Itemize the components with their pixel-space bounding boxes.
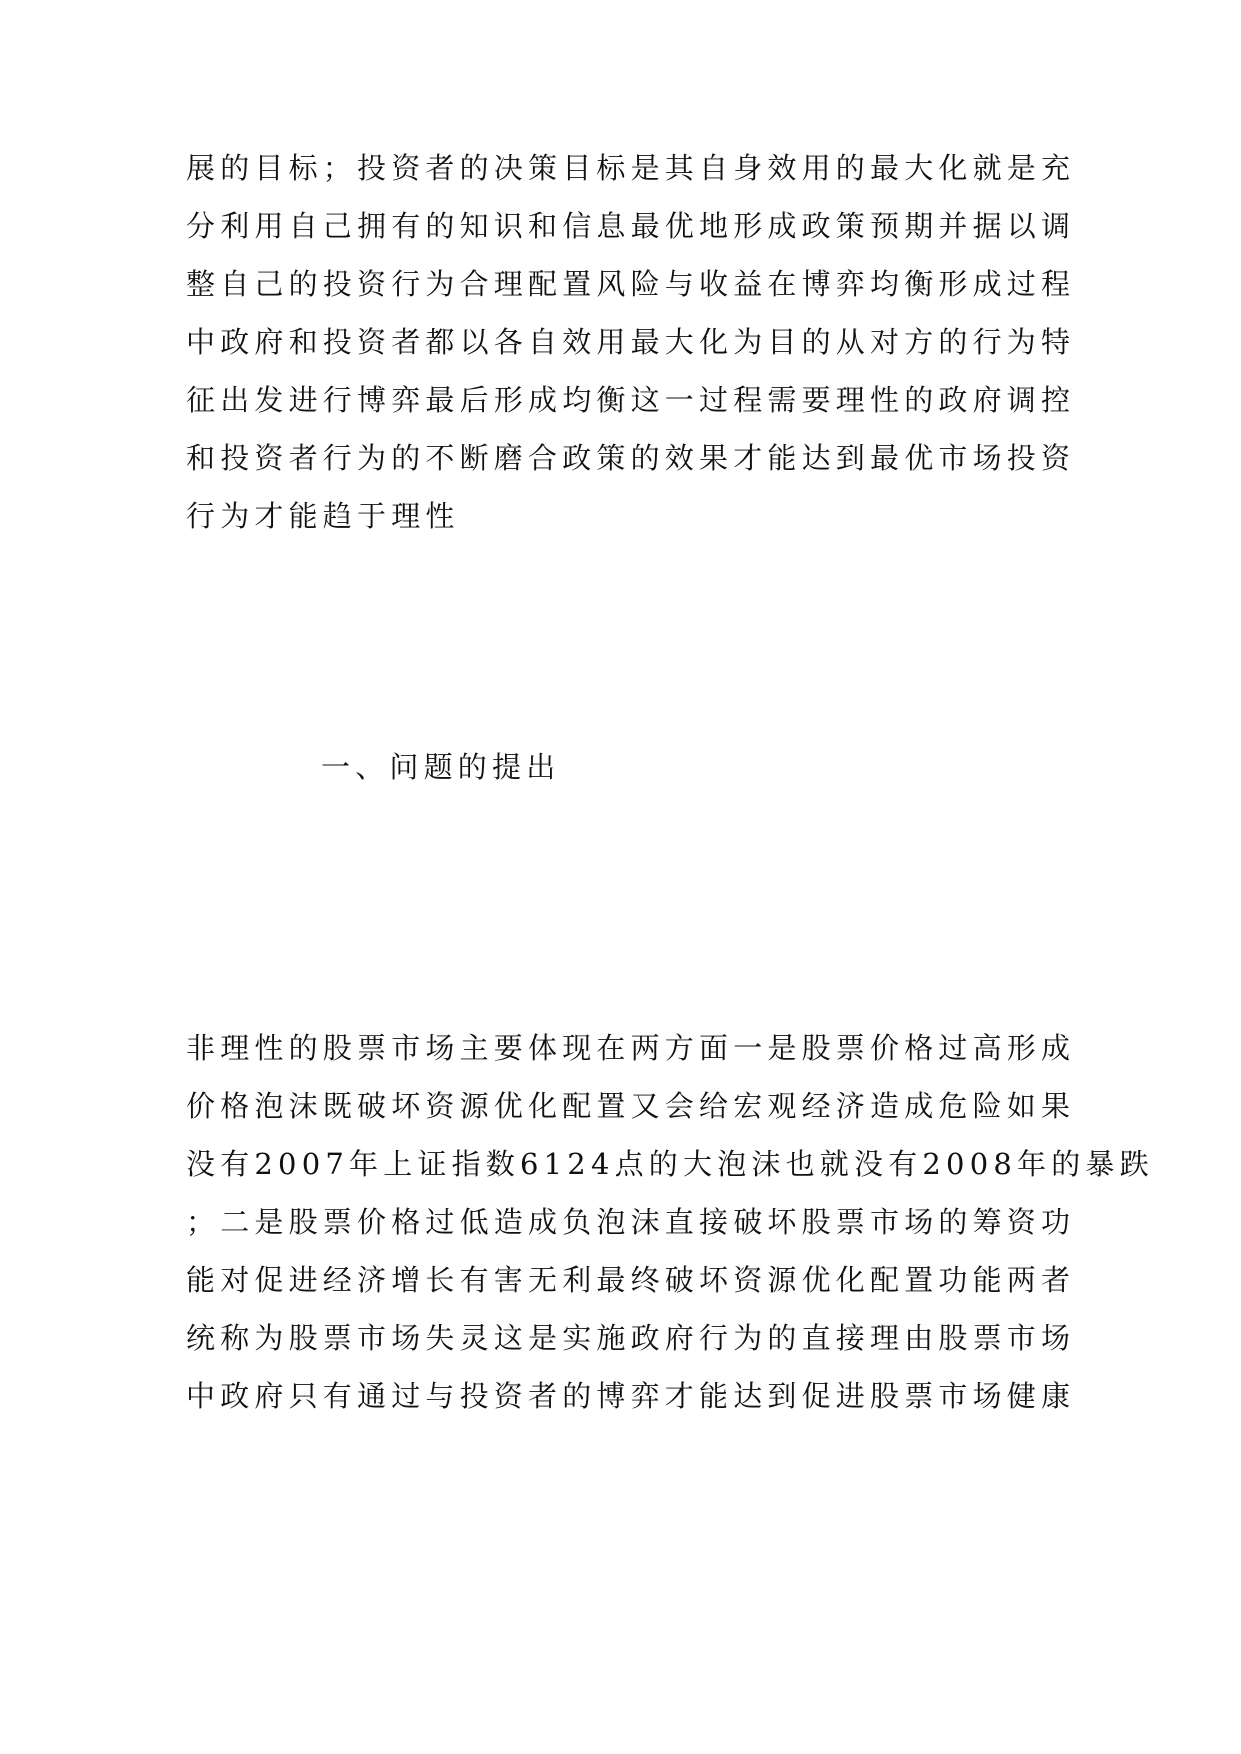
paragraph-line: 没有2007年上证指数6124点的大泡沫也就没有2008年的暴跌 — [186, 1147, 1154, 1181]
paragraph-line: 和投资者行为的不断磨合政策的效果才能达到最优市场投资 — [186, 441, 1076, 475]
paragraph-line: 整自己的投资行为合理配置风险与收益在博弈均衡形成过程 — [186, 267, 1076, 301]
paragraph-line: 分利用自己拥有的知识和信息最优地形成政策预期并据以调 — [186, 209, 1076, 243]
section-heading: 一、问题的提出 — [321, 750, 561, 784]
paragraph-line: 统称为股票市场失灵这是实施政府行为的直接理由股票市场 — [186, 1321, 1076, 1355]
paragraph-line: 中政府和投资者都以各自效用最大化为目的从对方的行为特 — [186, 325, 1076, 359]
paragraph-line: ；二是股票价格过低造成负泡沫直接破坏股票市场的筹资功 — [186, 1205, 1076, 1239]
paragraph-line: 展的目标；投资者的决策目标是其自身效用的最大化就是充 — [186, 151, 1076, 185]
paragraph-line: 价格泡沫既破坏资源优化配置又会给宏观经济造成危险如果 — [186, 1089, 1076, 1123]
paragraph-line: 行为才能趋于理性 — [186, 499, 460, 533]
paragraph-line: 中政府只有通过与投资者的博弈才能达到促进股票市场健康 — [186, 1379, 1076, 1413]
paragraph-line: 能对促进经济增长有害无利最终破坏资源优化配置功能两者 — [186, 1263, 1076, 1297]
paragraph-line: 征出发进行博弈最后形成均衡这一过程需要理性的政府调控 — [186, 383, 1076, 417]
paragraph-line: 非理性的股票市场主要体现在两方面一是股票价格过高形成 — [186, 1031, 1076, 1065]
